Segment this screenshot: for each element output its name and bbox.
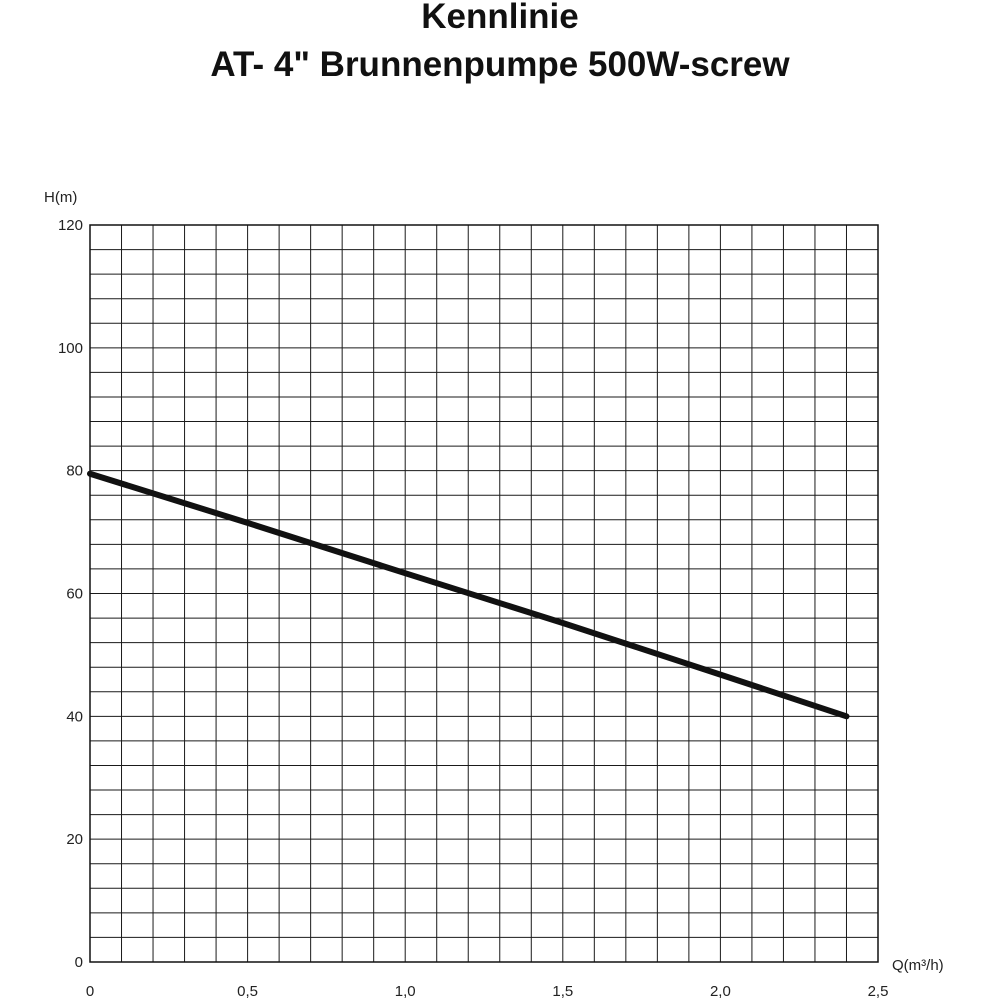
x-tick-label: 0,5 <box>237 983 259 1000</box>
chart-subtitle: AT- 4" Brunnenpumpe 500W-screw <box>210 45 790 84</box>
x-tick-label: 1,0 <box>394 983 416 1000</box>
x-axis-label: Q(m³/h) <box>892 957 944 974</box>
y-tick-label: 80 <box>66 462 83 480</box>
chart-title: Kennlinie <box>421 0 579 36</box>
x-tick-label: 0 <box>85 983 95 1000</box>
grid <box>90 225 878 962</box>
y-axis-ticks <box>58 217 83 971</box>
y-tick-label: 40 <box>66 708 83 726</box>
y-tick-label: 120 <box>57 217 83 234</box>
y-tick-label: 20 <box>66 831 83 849</box>
y-tick-label: 0 <box>74 954 83 971</box>
x-tick-label: 2,5 <box>867 983 889 1000</box>
y-tick-label: 100 <box>57 339 83 357</box>
y-axis-label: H(m) <box>44 189 78 206</box>
x-axis-ticks <box>86 983 889 1000</box>
y-tick-label: 60 <box>66 585 83 603</box>
x-tick-label: 2,0 <box>709 983 731 1000</box>
x-tick-label: 1,5 <box>552 983 574 1000</box>
